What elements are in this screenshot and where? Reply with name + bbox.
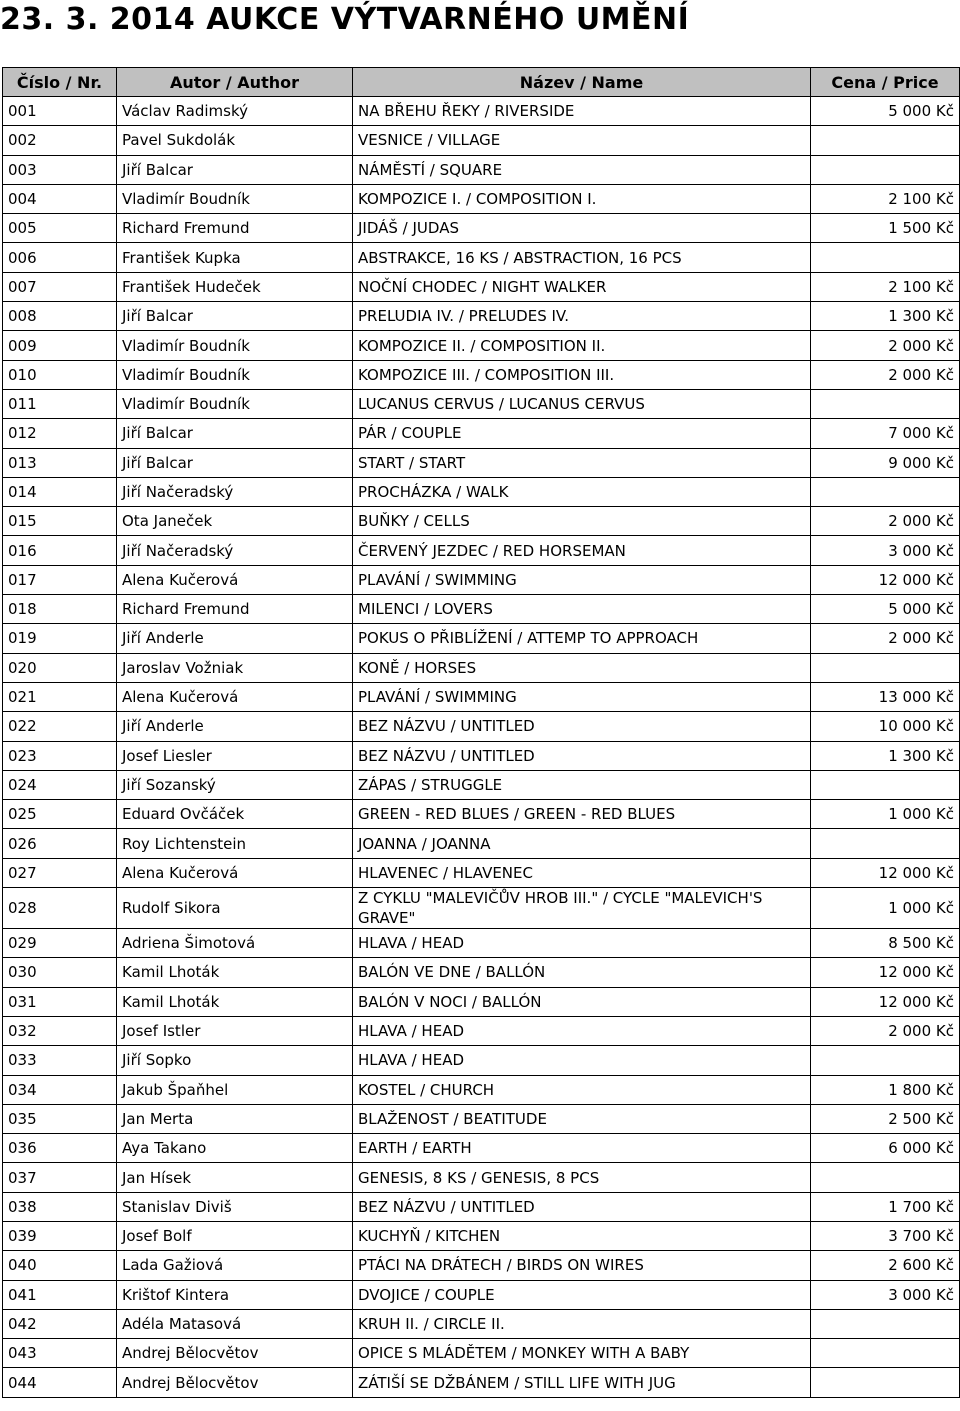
lot-number-cell: 009 [3, 331, 117, 360]
author-cell: Andrej Bělocvětov [117, 1368, 353, 1397]
lot-number-cell: 004 [3, 184, 117, 213]
price-cell [811, 1368, 960, 1397]
price-cell: 2 500 Kč [811, 1104, 960, 1133]
author-cell: Jiří Načeradský [117, 536, 353, 565]
author-cell: Eduard Ovčáček [117, 800, 353, 829]
table-row [3, 126, 960, 155]
lot-number-cell: 026 [3, 829, 117, 858]
table-row [3, 331, 960, 360]
table-row [3, 1339, 960, 1368]
lot-number-cell: 034 [3, 1075, 117, 1104]
author-cell: Jiří Balcar [117, 155, 353, 184]
lot-number-cell: 014 [3, 477, 117, 506]
table-row [3, 929, 960, 958]
author-cell: František Kupka [117, 243, 353, 272]
author-cell: Adéla Matasová [117, 1309, 353, 1338]
price-cell: 2 100 Kč [811, 184, 960, 213]
author-cell: Jiří Balcar [117, 302, 353, 331]
lot-number-cell: 036 [3, 1134, 117, 1163]
table-row [3, 302, 960, 331]
price-cell: 10 000 Kč [811, 712, 960, 741]
artwork-name-cell: BEZ NÁZVU / UNTITLED [353, 1192, 811, 1221]
lot-number-cell: 003 [3, 155, 117, 184]
author-cell: Alena Kučerová [117, 858, 353, 887]
table-row [3, 184, 960, 213]
price-cell: 2 600 Kč [811, 1251, 960, 1280]
author-cell: Vladimír Boudník [117, 389, 353, 418]
table-row [3, 1134, 960, 1163]
table-row [3, 536, 960, 565]
price-cell: 12 000 Kč [811, 958, 960, 987]
auction-lot-table [2, 67, 960, 1398]
price-cell: 2 000 Kč [811, 624, 960, 653]
table-row [3, 1280, 960, 1309]
lot-number-cell: 029 [3, 929, 117, 958]
author-cell: Kamil Lhoták [117, 958, 353, 987]
lot-number-cell: 015 [3, 507, 117, 536]
lot-number-cell: 018 [3, 595, 117, 624]
table-row [3, 1309, 960, 1338]
table-row [3, 770, 960, 799]
table-row [3, 565, 960, 594]
price-cell: 2 100 Kč [811, 272, 960, 301]
lot-number-cell: 037 [3, 1163, 117, 1192]
table-row [3, 624, 960, 653]
table-body [3, 97, 960, 1398]
table-row [3, 712, 960, 741]
artwork-name-cell: BLAŽENOST / BEATITUDE [353, 1104, 811, 1133]
artwork-name-cell: JOANNA / JOANNA [353, 829, 811, 858]
author-cell: Jakub Špaňhel [117, 1075, 353, 1104]
price-cell: 1 300 Kč [811, 302, 960, 331]
price-cell [811, 1163, 960, 1192]
table-row [3, 653, 960, 682]
lot-number-cell: 022 [3, 712, 117, 741]
table-row [3, 1251, 960, 1280]
author-cell: Jan Hísek [117, 1163, 353, 1192]
lot-number-cell: 028 [3, 888, 117, 929]
lot-number-cell: 033 [3, 1046, 117, 1075]
table-row [3, 97, 960, 126]
column-header-number: Číslo / Nr. [3, 68, 117, 97]
price-cell [811, 477, 960, 506]
lot-number-cell: 043 [3, 1339, 117, 1368]
author-cell: Rudolf Sikora [117, 888, 353, 929]
lot-number-cell: 011 [3, 389, 117, 418]
price-cell [811, 155, 960, 184]
table-row [3, 682, 960, 711]
price-cell: 2 000 Kč [811, 360, 960, 389]
table-row [3, 155, 960, 184]
author-cell: Alena Kučerová [117, 565, 353, 594]
price-cell: 1 000 Kč [811, 888, 960, 929]
lot-number-cell: 032 [3, 1016, 117, 1045]
author-cell: Jiří Anderle [117, 712, 353, 741]
author-cell: Jaroslav Vožniak [117, 653, 353, 682]
price-cell [811, 653, 960, 682]
artwork-name-cell: OPICE S MLÁDĚTEM / MONKEY WITH A BABY [353, 1339, 811, 1368]
page-title: 23. 3. 2014 AUKCE VÝTVARNÉHO UMĚNÍ [0, 2, 690, 37]
lot-number-cell: 023 [3, 741, 117, 770]
artwork-name-cell: PRELUDIA IV. / PRELUDES IV. [353, 302, 811, 331]
artwork-name-cell: BEZ NÁZVU / UNTITLED [353, 712, 811, 741]
artwork-name-cell: KOSTEL / CHURCH [353, 1075, 811, 1104]
table-row [3, 1163, 960, 1192]
lot-number-cell: 025 [3, 800, 117, 829]
table-row [3, 1046, 960, 1075]
price-cell: 8 500 Kč [811, 929, 960, 958]
author-cell: Jiří Sopko [117, 1046, 353, 1075]
lot-number-cell: 013 [3, 448, 117, 477]
author-cell: Richard Fremund [117, 595, 353, 624]
author-cell: Jiří Načeradský [117, 477, 353, 506]
column-header-name: Název / Name [353, 68, 811, 97]
artwork-name-cell: GENESIS, 8 KS / GENESIS, 8 PCS [353, 1163, 811, 1192]
price-cell: 9 000 Kč [811, 448, 960, 477]
price-cell: 1 800 Kč [811, 1075, 960, 1104]
price-cell: 7 000 Kč [811, 419, 960, 448]
table-row [3, 858, 960, 887]
price-cell [811, 1046, 960, 1075]
author-cell: Krištof Kintera [117, 1280, 353, 1309]
price-cell: 1 500 Kč [811, 214, 960, 243]
artwork-name-cell: ZÁTIŠÍ SE DŽBÁNEM / STILL LIFE WITH JUG [353, 1368, 811, 1397]
lot-number-cell: 021 [3, 682, 117, 711]
lot-number-cell: 039 [3, 1221, 117, 1250]
lot-number-cell: 042 [3, 1309, 117, 1338]
author-cell: Josef Istler [117, 1016, 353, 1045]
lot-number-cell: 007 [3, 272, 117, 301]
table-row [3, 829, 960, 858]
table-row [3, 1192, 960, 1221]
artwork-name-cell: NA BŘEHU ŘEKY / RIVERSIDE [353, 97, 811, 126]
price-cell: 5 000 Kč [811, 595, 960, 624]
artwork-name-cell: LUCANUS CERVUS / LUCANUS CERVUS [353, 389, 811, 418]
artwork-name-cell: GREEN - RED BLUES / GREEN - RED BLUES [353, 800, 811, 829]
lot-number-cell: 001 [3, 97, 117, 126]
lot-number-cell: 030 [3, 958, 117, 987]
price-cell [811, 126, 960, 155]
table-row [3, 958, 960, 987]
artwork-name-cell: PROCHÁZKA / WALK [353, 477, 811, 506]
artwork-name-cell: PLAVÁNÍ / SWIMMING [353, 682, 811, 711]
price-cell: 2 000 Kč [811, 331, 960, 360]
price-cell: 2 000 Kč [811, 1016, 960, 1045]
artwork-name-cell: ZÁPAS / STRUGGLE [353, 770, 811, 799]
artwork-name-cell: KUCHYŇ / KITCHEN [353, 1221, 811, 1250]
author-cell: Ota Janeček [117, 507, 353, 536]
artwork-name-cell: DVOJICE / COUPLE [353, 1280, 811, 1309]
artwork-name-cell: BUŇKY / CELLS [353, 507, 811, 536]
table-header-row [3, 68, 960, 97]
lot-number-cell: 038 [3, 1192, 117, 1221]
table-row [3, 888, 960, 929]
price-cell [811, 770, 960, 799]
artwork-name-cell: KOMPOZICE II. / COMPOSITION II. [353, 331, 811, 360]
author-cell: Jiří Balcar [117, 419, 353, 448]
author-cell: Pavel Sukdolák [117, 126, 353, 155]
artwork-name-cell: BALÓN V NOCI / BALLÓN [353, 987, 811, 1016]
artwork-name-cell: NOČNÍ CHODEC / NIGHT WALKER [353, 272, 811, 301]
price-cell [811, 243, 960, 272]
price-cell [811, 1339, 960, 1368]
artwork-name-cell: JIDÁŠ / JUDAS [353, 214, 811, 243]
price-cell [811, 1309, 960, 1338]
table-row [3, 214, 960, 243]
author-cell: Jan Merta [117, 1104, 353, 1133]
table-row [3, 419, 960, 448]
price-cell: 6 000 Kč [811, 1134, 960, 1163]
table-row [3, 1368, 960, 1397]
lot-number-cell: 044 [3, 1368, 117, 1397]
author-cell: Alena Kučerová [117, 682, 353, 711]
lot-number-cell: 016 [3, 536, 117, 565]
artwork-name-cell: POKUS O PŘIBLÍŽENÍ / ATTEMP TO APPROACH [353, 624, 811, 653]
table-row [3, 448, 960, 477]
price-cell: 1 000 Kč [811, 800, 960, 829]
artwork-name-cell: KONĚ / HORSES [353, 653, 811, 682]
lot-number-cell: 012 [3, 419, 117, 448]
artwork-name-cell: HLAVA / HEAD [353, 1016, 811, 1045]
author-cell: Vladimír Boudník [117, 331, 353, 360]
artwork-name-cell: NÁMĚSTÍ / SQUARE [353, 155, 811, 184]
table-row [3, 595, 960, 624]
lot-number-cell: 006 [3, 243, 117, 272]
lot-number-cell: 008 [3, 302, 117, 331]
author-cell: Adriena Šimotová [117, 929, 353, 958]
author-cell: Aya Takano [117, 1134, 353, 1163]
lot-number-cell: 040 [3, 1251, 117, 1280]
author-cell: Andrej Bělocvětov [117, 1339, 353, 1368]
author-cell: Kamil Lhoták [117, 987, 353, 1016]
artwork-name-cell: HLAVA / HEAD [353, 929, 811, 958]
artwork-name-cell: PLAVÁNÍ / SWIMMING [353, 565, 811, 594]
author-cell: Václav Radimský [117, 97, 353, 126]
table-row [3, 360, 960, 389]
price-cell: 5 000 Kč [811, 97, 960, 126]
price-cell: 1 700 Kč [811, 1192, 960, 1221]
lot-number-cell: 024 [3, 770, 117, 799]
artwork-name-cell: PÁR / COUPLE [353, 419, 811, 448]
table-row [3, 1016, 960, 1045]
artwork-name-cell: KOMPOZICE I. / COMPOSITION I. [353, 184, 811, 213]
table-row [3, 272, 960, 301]
artwork-name-cell: KRUH II. / CIRCLE II. [353, 1309, 811, 1338]
artwork-name-cell: VESNICE / VILLAGE [353, 126, 811, 155]
table-row [3, 800, 960, 829]
table-row [3, 741, 960, 770]
author-cell: František Hudeček [117, 272, 353, 301]
author-cell: Josef Bolf [117, 1221, 353, 1250]
artwork-name-cell: ABSTRAKCE, 16 KS / ABSTRACTION, 16 PCS [353, 243, 811, 272]
table-row [3, 1104, 960, 1133]
author-cell: Jiří Anderle [117, 624, 353, 653]
price-cell: 1 300 Kč [811, 741, 960, 770]
artwork-name-cell: HLAVENEC / HLAVENEC [353, 858, 811, 887]
artwork-name-cell: MILENCI / LOVERS [353, 595, 811, 624]
author-cell: Roy Lichtenstein [117, 829, 353, 858]
lot-number-cell: 041 [3, 1280, 117, 1309]
author-cell: Jiří Balcar [117, 448, 353, 477]
table-row [3, 1221, 960, 1250]
price-cell: 3 700 Kč [811, 1221, 960, 1250]
table-row [3, 477, 960, 506]
lot-number-cell: 017 [3, 565, 117, 594]
price-cell: 13 000 Kč [811, 682, 960, 711]
price-cell: 12 000 Kč [811, 987, 960, 1016]
price-cell: 12 000 Kč [811, 565, 960, 594]
table-row [3, 987, 960, 1016]
lot-number-cell: 002 [3, 126, 117, 155]
artwork-name-cell: EARTH / EARTH [353, 1134, 811, 1163]
artwork-name-cell: BEZ NÁZVU / UNTITLED [353, 741, 811, 770]
column-header-price: Cena / Price [811, 68, 960, 97]
author-cell: Vladimír Boudník [117, 360, 353, 389]
column-header-author: Autor / Author [117, 68, 353, 97]
lot-number-cell: 027 [3, 858, 117, 887]
price-cell [811, 389, 960, 418]
price-cell: 3 000 Kč [811, 1280, 960, 1309]
price-cell: 2 000 Kč [811, 507, 960, 536]
artwork-name-cell: BALÓN VE DNE / BALLÓN [353, 958, 811, 987]
lot-number-cell: 019 [3, 624, 117, 653]
artwork-name-cell: PTÁCI NA DRÁTECH / BIRDS ON WIRES [353, 1251, 811, 1280]
table-row [3, 389, 960, 418]
author-cell: Stanislav Diviš [117, 1192, 353, 1221]
lot-number-cell: 010 [3, 360, 117, 389]
artwork-name-cell: ČERVENÝ JEZDEC / RED HORSEMAN [353, 536, 811, 565]
price-cell [811, 829, 960, 858]
lot-number-cell: 020 [3, 653, 117, 682]
author-cell: Josef Liesler [117, 741, 353, 770]
lot-number-cell: 005 [3, 214, 117, 243]
author-cell: Vladimír Boudník [117, 184, 353, 213]
artwork-name-cell: KOMPOZICE III. / COMPOSITION III. [353, 360, 811, 389]
artwork-name-cell: Z CYKLU "MALEVIČŮV HROB III." / CYCLE "MALEVICH'S GRAVE" [353, 888, 811, 929]
lot-number-cell: 035 [3, 1104, 117, 1133]
price-cell: 3 000 Kč [811, 536, 960, 565]
lot-number-cell: 031 [3, 987, 117, 1016]
author-cell: Lada Gažiová [117, 1251, 353, 1280]
author-cell: Jiří Sozanský [117, 770, 353, 799]
artwork-name-cell: START / START [353, 448, 811, 477]
table-row [3, 1075, 960, 1104]
table-row [3, 507, 960, 536]
price-cell: 12 000 Kč [811, 858, 960, 887]
artwork-name-cell: HLAVA / HEAD [353, 1046, 811, 1075]
author-cell: Richard Fremund [117, 214, 353, 243]
table-row [3, 243, 960, 272]
